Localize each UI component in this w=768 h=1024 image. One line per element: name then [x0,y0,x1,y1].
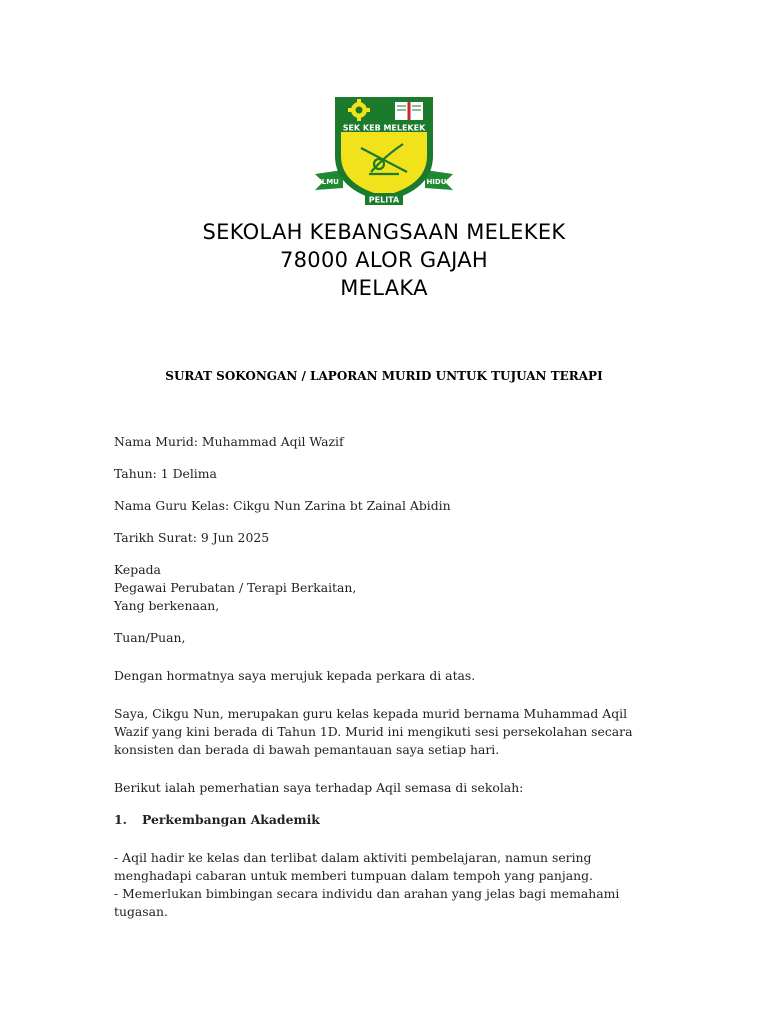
section-point: - Memerlukan bimbingan secara individu dan arahan yang jelas bagi memahami tugasan. [114,886,620,919]
crest-top-text: SEK KEB MELEKEK [342,123,426,133]
ribbon-left-text: ILMU [319,178,339,186]
letter-title: SURAT SOKONGAN / LAPORAN MURID UNTUK TUJUAN TERAPI [165,369,603,383]
section-point: - Aqil hadir ke kelas dan terlibat dalam aktiviti pembelajaran, namun sering menghadapi cabaran untuk memberi tumpuan dalam tempoh yang panjang. [114,850,593,883]
paragraph-teacher-intro: Saya, Cikgu Nun, merupakan guru kelas kepada murid bernama Muhammad Aqil Wazif yang kini berada di Tahun 1D. Murid ini mengikuti sesi persekolahan secara konsisten dan berada di bawah pemantauan saya setiap hari. [114,706,633,757]
paragraph-observations: Berikut ialah pemerhatian saya terhadap Aqil semasa di sekolah: [114,780,524,795]
recipient-line: Kepada [114,562,161,577]
recipient-block [114,561,659,615]
recipient-line: Pegawai Perubatan / Terapi Berkaitan, [114,580,357,595]
school-header [0,218,768,302]
letter-body [114,433,659,921]
teacher-line: Nama Guru Kelas: Cikgu Nun Zarina bt Zainal Abidin [114,498,451,513]
school-state: MELAKA [340,276,428,300]
school-crest-logo [311,94,457,206]
intro-paragraph: Dengan hormatnya saya merujuk kepada perkara di atas. [114,668,476,683]
book-torch-icon [395,102,423,120]
date-line: Tarikh Surat: 9 Jun 2025 [114,530,270,545]
recipient-line: Yang berkenaan, [114,598,220,613]
school-postcode-city: 78000 ALOR GAJAH [279,248,488,272]
crest-bottom-text: PELITA [368,195,400,205]
school-name: SEKOLAH KEBANGSAAN MELEKEK [202,220,566,244]
ribbon-right-text: HIDUP [426,178,452,186]
salutation: Tuan/Puan, [114,630,186,645]
section-number: 1. [114,812,127,827]
section-heading [114,811,659,829]
section-title: Perkembangan Akademik [142,812,320,827]
student-name-line: Nama Murid: Muhammad Aqil Wazif [114,434,344,449]
year-line: Tahun: 1 Delima [114,466,217,481]
